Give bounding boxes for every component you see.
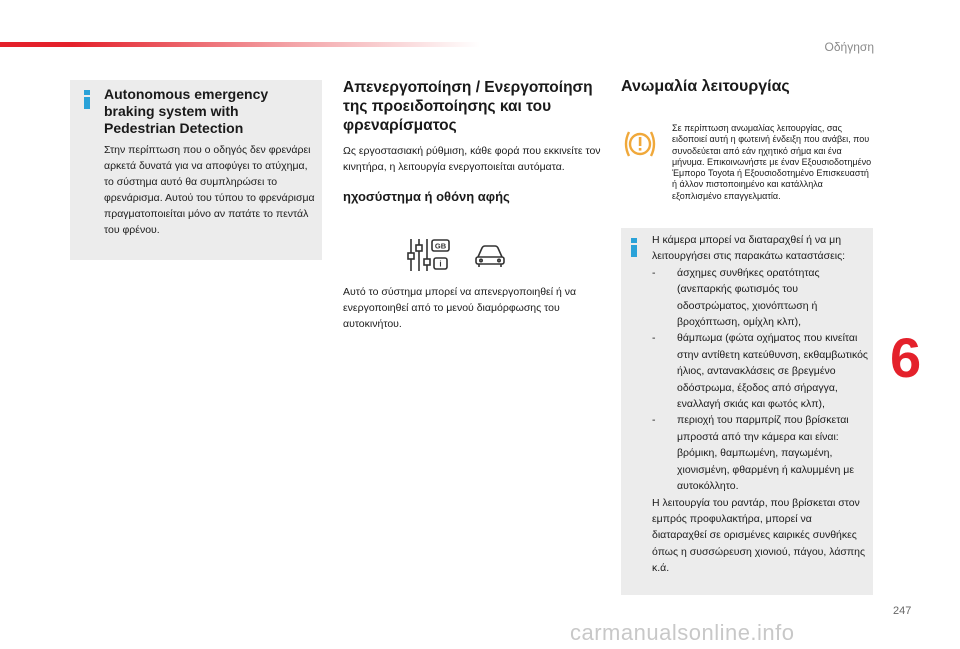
info-box-text: Στην περίπτωση που ο οδηγός δεν φρενάρει αρκετά δυνατά για να αποφύγει το ατύχημα, το σύστημα αυτό θα συμπληρώσει το φρενάρισμα. Αυτού του τύπου το φρενάρισμα πραγματοποιείται μόνο αν πατάτε το πεντάλ του φρένου. bbox=[104, 144, 315, 236]
malfunction-title: Ανωμαλία λειτουργίας bbox=[621, 78, 790, 95]
info-box-aeb bbox=[70, 80, 322, 260]
deactivation-text: Αυτό το σύστημα μπορεί να απενεργοποιηθεί ή να ενεργοποιηθεί από το μενού διαμόρφωσης του αυτοκινήτου. bbox=[343, 286, 577, 330]
info-box-title: Autonomous emergency braking system with Pedestrian Detection bbox=[104, 86, 269, 136]
top-accent-bar bbox=[0, 42, 480, 47]
camera-conditions-list bbox=[652, 265, 868, 495]
watermark: carmanualsonline.info bbox=[570, 620, 795, 645]
deactivation-title: Απενεργοποίηση / Ενεργοποίηση της προειδοποίησης και του φρεναρίσματος bbox=[343, 79, 593, 134]
camera-intro: Η κάμερα μπορεί να διαταραχθεί ή να μη λειτουργήσει στις παρακάτω καταστάσεις: bbox=[652, 234, 846, 263]
malfunction-warning-text: Σε περίπτωση ανωμαλίας λειτουργίας, σας ειδοποιεί αυτή η φωτεινή ένδειξη που ανάβει, που συνοδεύεται από εάν ηχητικό σήμα και ένα μήνυμα. Επικοινωνήστε με έναν Εξουσιοδοτημένο Έμπορο Toyota ή Εξουσιοδοτημένο Επισκευαστή ή άλλον πιστοποιημένο και κατάλληλα εξοπλισμένο επαγγελματία. bbox=[672, 123, 872, 201]
car-icon bbox=[474, 243, 506, 269]
list-item: - θάμπωμα (φώτα οχήματος που κινείται στην αντίθετη κατεύθυνση, εκθαμβωτικός ήλιος, αντανακλάσεις σε βρεγμένο οδόστρωμα, έξοδος από σήραγγα, εναλλαγή σκιάς και φωτός κλπ), bbox=[652, 332, 868, 411]
chapter-number: 6 bbox=[890, 326, 922, 389]
info-badge: i bbox=[439, 259, 442, 269]
info-icon bbox=[84, 90, 90, 109]
audio-touchscreen-subtitle: ηχοσύστημα ή οθόνη αφής bbox=[343, 189, 510, 204]
language-badge: GB bbox=[434, 241, 447, 251]
radar-text: Η λειτουργία του ραντάρ, που βρίσκεται στον εμπρός προφυλακτήρα, μπορεί να διαταραχθεί σε ορισμένες καιρικές συνθήκες όπως η συσσώρευση χιονιού, πάγου, λάσπης κ.ά. bbox=[652, 496, 866, 575]
section-title: Οδήγηση bbox=[824, 40, 874, 54]
deactivation-intro: Ως εργοστασιακή ρύθμιση, κάθε φορά που εκκινείτε τον κινητήρα, η λειτουργία ενεργοποιείται αυτόματα. bbox=[343, 145, 601, 173]
info-icon bbox=[631, 238, 637, 257]
info-box-camera bbox=[621, 228, 873, 595]
list-item: - άσχημες συνθήκες ορατότητας (ανεπαρκής φωτισμός του οδοστρώματος, χιονόπτωση ή βροχόπτωση, ομίχλη κλπ), bbox=[652, 266, 820, 329]
deactivation-section bbox=[343, 78, 603, 204]
list-item: - περιοχή του παρμπρίζ που βρίσκεται μπροστά από την κάμερα και είναι: βρόμικη, θαμπωμένη, παγωμένη, χιονισμένη, φθαρμένη ή καλυμμένη με αυτοκόλλητο. bbox=[652, 414, 855, 493]
page-number: 247 bbox=[893, 605, 912, 617]
brake-warning-icon bbox=[621, 128, 659, 160]
